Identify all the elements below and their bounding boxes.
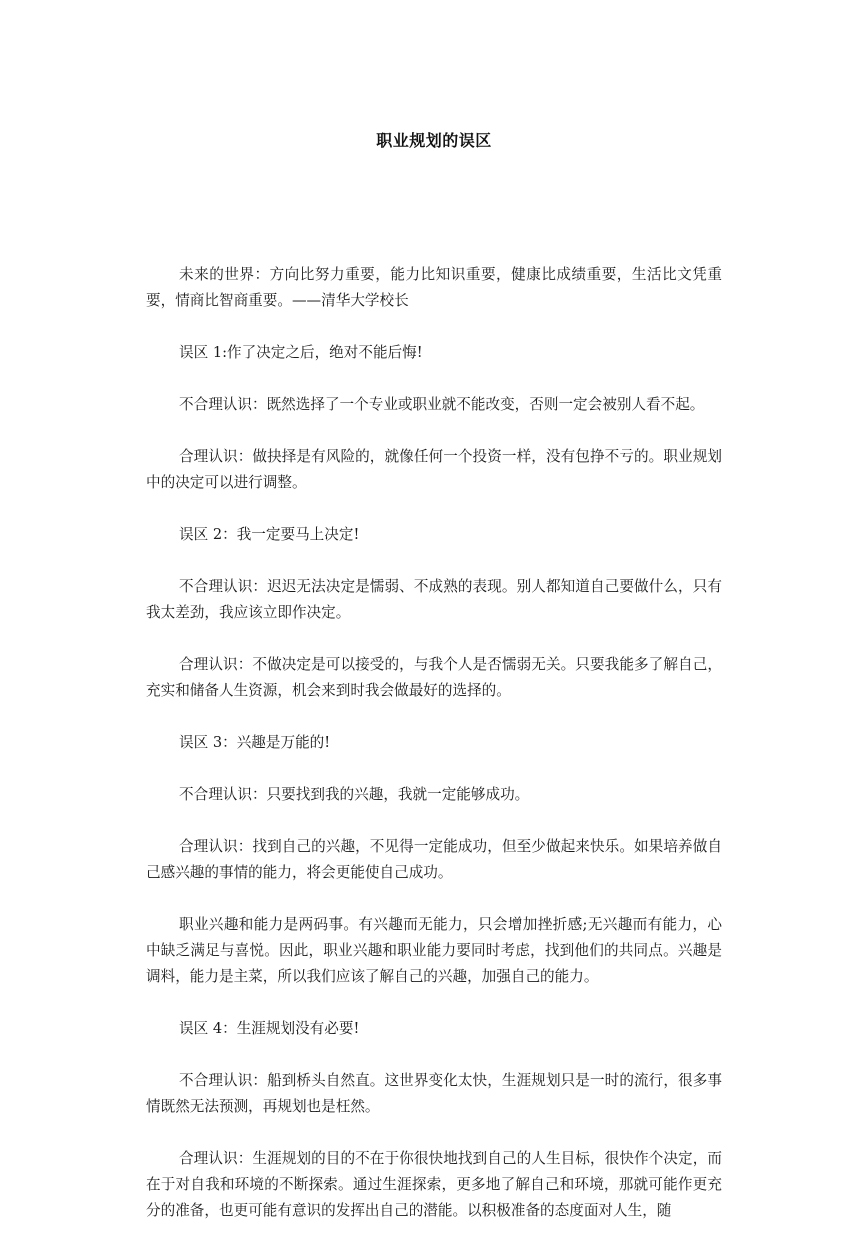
document-title: 职业规划的误区 [376, 131, 492, 150]
paragraph-myth-4-right: 合理认识：生涯规划的目的不在于你很快地找到自己的人生目标，很快作个决定，而在于对自我和环境的不断探索。通过生涯探索，更多地了解自己和环境，那就可能作更充分的准备，也更可能有意识的发挥出自己的潜能。以积极准备的态度面对人生，随 [146, 1150, 722, 1219]
paragraph-interest-ability: 职业兴趣和能力是两码事。有兴趣而无能力，只会增加挫折感;无兴趣而有能力，心中缺乏满足与喜悦。因此，职业兴趣和职业能力要同时考虑，找到他们的共同点。兴趣是调料，能力是主菜，所以我们应该了解自己的兴趣，加强自己的能力。 [146, 916, 722, 985]
paragraph-myth-2-right: 合理认识：不做决定是可以接受的，与我个人是否懦弱无关。只要我能多了解自己，充实和储备人生资源，机会来到时我会做最好的选择的。 [146, 656, 722, 699]
paragraph-myth-2-heading: 误区 2：我一定要马上决定! [179, 526, 360, 543]
paragraph-myth-3-wrong: 不合理认识：只要找到我的兴趣，我就一定能够成功。 [179, 786, 530, 803]
paragraph-myth-1-heading: 误区 1:作了决定之后，绝对不能后悔! [179, 344, 423, 361]
paragraph-myth-1-wrong: 不合理认识：既然选择了一个专业或职业就不能改变，否则一定会被别人看不起。 [179, 396, 705, 413]
paragraph-myth-3-right: 合理认识：找到自己的兴趣，不见得一定能成功，但至少做起来快乐。如果培养做自己感兴趣的事情的能力，将会更能使自己成功。 [146, 838, 722, 881]
paragraph-myth-3-heading: 误区 3：兴趣是万能的! [179, 734, 331, 751]
paragraph-myth-1-right: 合理认识：做抉择是有风险的，就像任何一个投资一样，没有包挣不亏的。职业规划中的决定可以进行调整。 [146, 448, 722, 491]
paragraph-myth-4-heading: 误区 4：生涯规划没有必要! [179, 1020, 360, 1037]
paragraph-myth-4-wrong: 不合理认识：船到桥头自然直。这世界变化太快，生涯规划只是一时的流行，很多事情既然无法预测，再规划也是枉然。 [146, 1072, 722, 1115]
paragraph-quote: 未来的世界：方向比努力重要，能力比知识重要，健康比成绩重要，生活比文凭重要，情商比智商重要。——清华大学校长 [146, 266, 722, 309]
paragraph-myth-2-wrong: 不合理认识：迟迟无法决定是懦弱、不成熟的表现。别人都知道自己要做什么，只有我太差劲，我应该立即作决定。 [146, 578, 722, 621]
document-body [146, 262, 722, 1250]
